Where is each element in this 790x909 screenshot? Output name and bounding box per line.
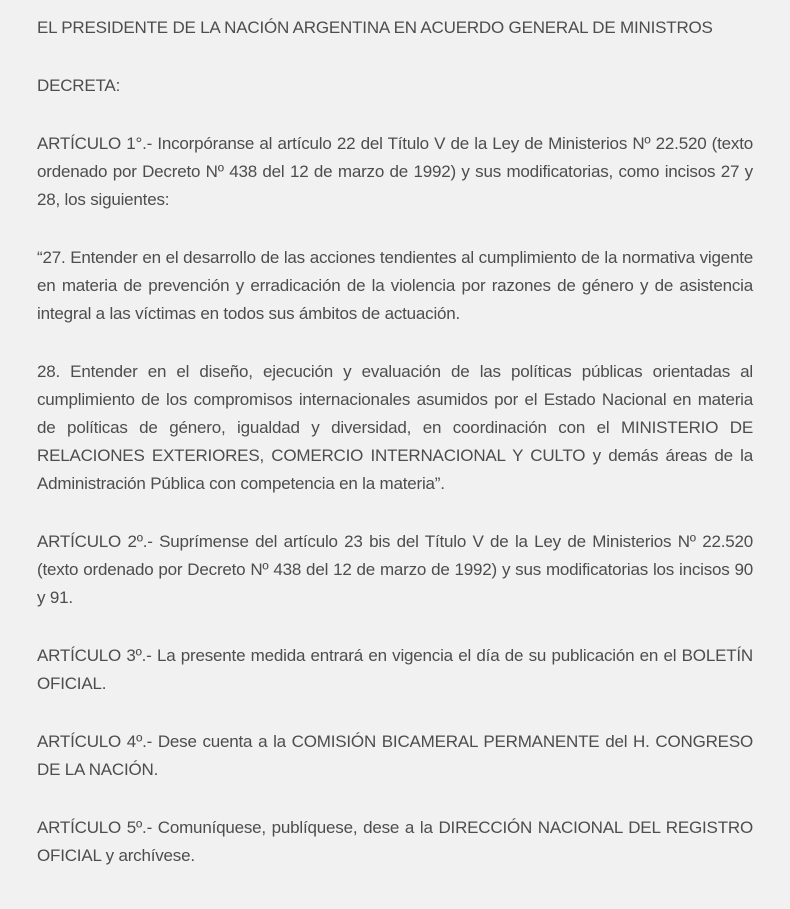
decree-preamble: EL PRESIDENTE DE LA NACIÓN ARGENTINA EN ACUERDO GENERAL DE MINISTROS [37,18,713,37]
decree-decreta: DECRETA: [37,76,121,95]
decree-articulo-3: ARTÍCULO 3º.- La presente medida entrará en vigencia el día de su publicación en el BOLETÍN OFICIAL. [37,646,753,693]
decree-articulo-5: ARTÍCULO 5º.- Comuníquese, publíquese, dese a la DIRECCIÓN NACIONAL DEL REGISTRO OFICIAL y archívese. [37,818,753,865]
decree-articulo-4: ARTÍCULO 4º.- Dese cuenta a la COMISIÓN BICAMERAL PERMANENTE del H. CONGRESO DE LA NACIÓN. [37,732,753,779]
decree-inciso-28: 28. Entender en el diseño, ejecución y evaluación de las políticas públicas orientadas al cumplimiento de los compromisos internacionales asumidos por el Estado Nacional en materia de políticas de género, igualdad y diversidad, en coordinación con el MINISTERIO DE RELACIONES EXTERIORES, COMERCIO INTERNACIONAL Y CULTO y demás áreas de la Administración Pública con competencia en la materia”. [37,362,753,493]
decree-inciso-27: “27. Entender en el desarrollo de las acciones tendientes al cumplimiento de la normativa vigente en materia de prevención y erradicación de la violencia por razones de género y de asistencia integral a las víctimas en todos sus ámbitos de actuación. [37,248,753,323]
decree-articulo-1: ARTÍCULO 1°.- Incorpóranse al artículo 22 del Título V de la Ley de Ministerios Nº 22.520 (texto ordenado por Decreto Nº 438 del 12 de marzo de 1992) y sus modificatorias, como incisos 27 y 28, los siguientes: [37,134,753,209]
decree-articulo-2: ARTÍCULO 2º.- Suprímense del artículo 23 bis del Título V de la Ley de Ministerios Nº 22.520 (texto ordenado por Decreto Nº 438 del 12 de marzo de 1992) y sus modificatorias los incisos 90 y 91. [37,532,753,607]
